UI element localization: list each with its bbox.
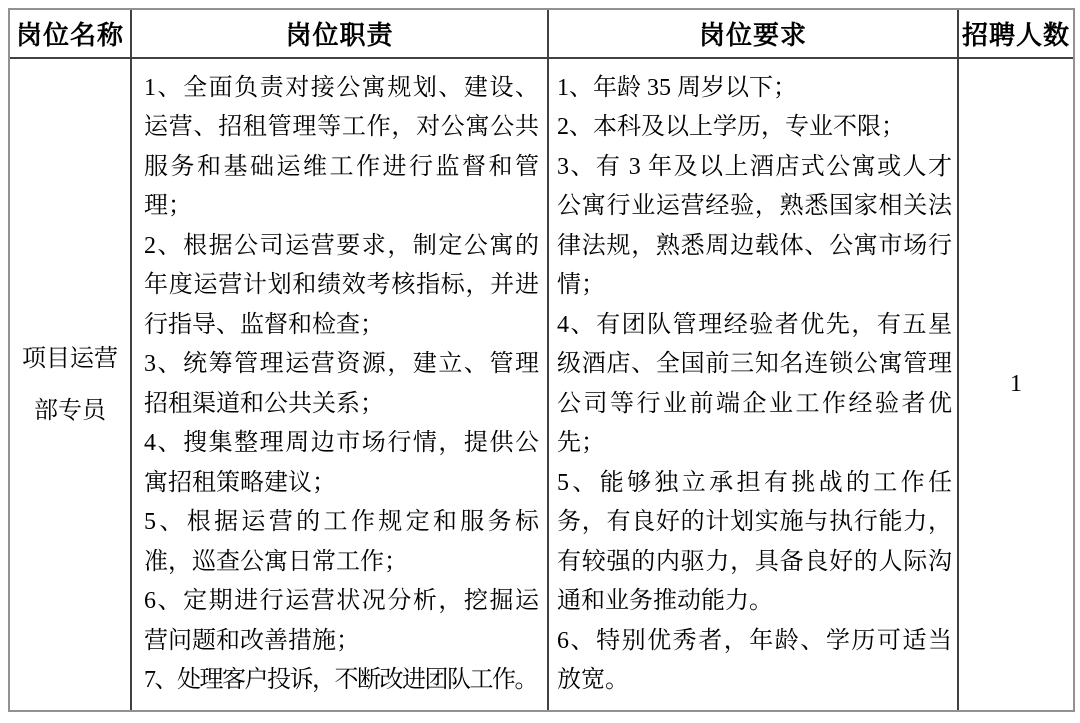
cell-position-name: 项目运营部专员	[10, 57, 130, 710]
responsibility-item: 7、处理客户投诉，不断改进团队工作。	[144, 667, 537, 693]
column-header-requirements: 岗位要求	[547, 10, 957, 57]
requirement-item: 6、特别优秀者，年龄、学历可适当放宽。	[557, 627, 952, 693]
responsibility-item: 6、定期进行运营状况分析，挖掘运营问题和改善措施；	[144, 588, 539, 654]
responsibility-item: 4、搜集整理周边市场行情，提供公寓招租策略建议；	[144, 430, 539, 496]
responsibility-item: 3、统筹管理运营资源，建立、管理招租渠道和公共关系；	[144, 351, 539, 417]
job-posting-table	[8, 8, 1075, 712]
requirement-item: 2、本科及以上学历，专业不限；	[557, 114, 905, 140]
requirement-item: 1、年龄 35 周岁以下；	[557, 74, 797, 101]
responsibility-item: 1、全面负责对接公寓规划、建设、运营、招租管理等工作，对公寓公共服务和基础运维工作进行监督和管理；	[144, 74, 539, 219]
requirement-item: 3、有 3 年及以上酒店式公寓或人才公寓行业运营经验，熟悉国家相关法律法规，熟悉周边载体、公寓市场行情；	[557, 153, 952, 298]
responsibility-item: 5、根据运营的工作规定和服务标准，巡查公寓日常工作；	[144, 509, 539, 575]
column-header-position-name: 岗位名称	[15, 21, 124, 50]
column-header-headcount: 招聘人数	[957, 10, 1073, 57]
cell-headcount: 1	[957, 57, 1073, 710]
requirement-item: 4、有团队管理经验者优先，有五星级酒店、全国前三知名连锁公寓管理公司等行业前端企业工作经验者优先；	[557, 311, 952, 456]
responsibility-item: 2、根据公司运营要求，制定公寓的年度运营计划和绩效考核指标，并进行指导、监督和检查；	[144, 232, 539, 338]
cell-requirements	[547, 57, 957, 710]
cell-responsibilities	[130, 57, 547, 710]
requirement-item: 5、能够独立承担有挑战的工作任务，有良好的计划实施与执行能力，有较强的内驱力，具备良好的人际沟通和业务推动能力。	[557, 469, 952, 614]
column-header-responsibilities: 岗位职责	[130, 10, 547, 57]
